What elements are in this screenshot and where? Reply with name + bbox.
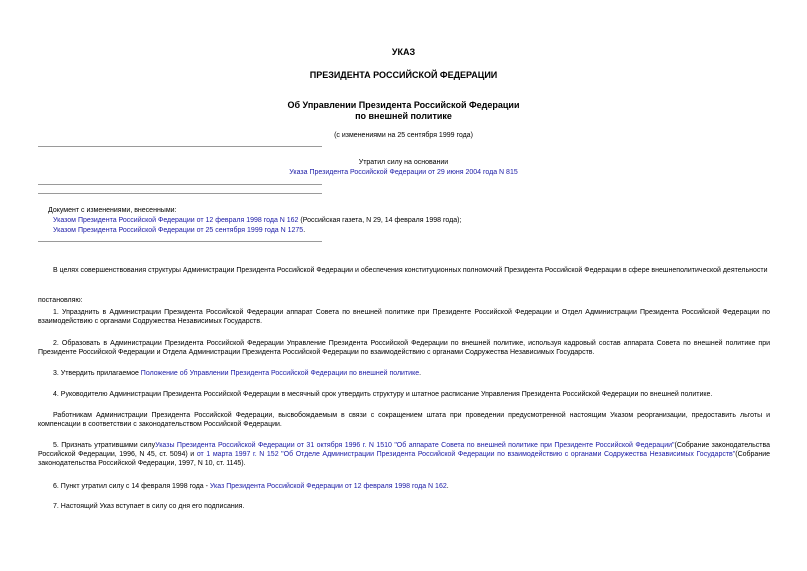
paragraph-6-text: 6. Пункт утратил силу с 14 февраля 1998 года - [53,483,210,490]
paragraph-1: 1. Упразднить в Администрации Президента Российской Федерации аппарат Совета по внешней политике при Президенте Российской Федерации и Отдел Администрации Президента Российской Федерации по взаимодействию с органами Содружества Независимых Государств. [38,309,770,325]
amendment-item-1 [53,216,773,225]
amendment-link-1[interactable]: Указом Президента Российской Федерации от 12 февраля 1998 года N 162 [53,217,299,224]
issuer-title: ПРЕЗИДЕНТА РОССИЙСКОЙ ФЕДЕРАЦИИ [309,70,498,80]
revision-note: (с изменениями на 25 сентября 1999 года) [334,132,473,139]
paragraph-3 [38,369,770,378]
paragraph-7: 7. Настоящий Указ вступает в силу со дня его подписания. [53,503,245,510]
paragraph-3-text: 3. Утвердить прилагаемое [53,370,141,377]
paragraph-5-text: 5. Признать утратившими силу [53,442,156,449]
amendment-item-2 [53,226,773,235]
amendment-source-2: . [303,227,306,234]
repealed-decree-link-2[interactable]: от 1 марта 1997 г. N 152 "Об Отделе Администрации Президента Российской Федерации по взаимодействию с органами Содружества Независимых Государств" [196,451,736,458]
decree-word: постановляю: [38,297,83,304]
preamble: В целях совершенствования структуры Администрации Президента Российской Федерации и обеспечения конституционных полномочий Президента Российской Федерации в сфере внешнеполитической деятельности [53,267,768,274]
paragraph-4-staff: Работникам Администрации Президента Российской Федерации, высвобождаемым в связи с сокращением штата при проведении предусмотренной настоящим Указом реорганизации, предоставить льготы и компенсации в соответствии с законодательством Российской Федерации. [38,412,770,428]
paragraph-4: 4. Руководителю Администрации Президента Российской Федерации в месячный срок утвердить структуру и штатное расписание Управления Президента Российской Федерации по внешней политике. [53,391,713,398]
paragraph-5 [38,441,770,468]
divider [38,184,322,185]
document-title-line2: по внешней политике [355,111,452,121]
paragraph-6 [38,482,770,491]
repeal-link[interactable]: Указа Президента Российской Федерации от 29 июня 2004 года N 815 [289,169,518,176]
paragraph-5-end: (Собрание законодательства Российской Федерации, 1997, N 10, ст. 1145). [38,451,770,467]
repealed-decree-link-1[interactable]: Указы Президента Российской Федерации от 31 октября 1996 г. N 1510 "Об аппарате Совета по внешней политике при Президенте Российской Федерации" [155,442,675,449]
repeal-link-row [0,168,807,177]
regulation-link[interactable]: Положение об Управлении Президента Российской Федерации по внешней политике [140,370,420,377]
amendments-intro: Документ с изменениями, внесенными: [48,207,177,214]
divider [38,193,322,194]
paragraph-2: 2. Образовать в Администрации Президента Российской Федерации Управление Президента Российской Федерации по внешней политике, используя кадровый состав аппарата Совета по внешней политике при Президенте Российской Федерации и Отдела Администрации Президента Российской Федерации по взаимодействию с органами Содружества Независимых Государств. [38,340,770,356]
amendment-link-2[interactable]: Указом Президента Российской Федерации от 25 сентября 1999 года N 1275 [53,227,304,234]
amendment-source-1: (Российская газета, N 29, 14 февраля 1998 года); [298,217,462,224]
amending-decree-link[interactable]: Указ Президента Российской Федерации от 12 февраля 1998 года N 162 [209,483,447,490]
paragraph-6-end: . [446,483,449,490]
document-title-line1: Об Управлении Президента Российской Федерации [287,100,520,110]
paragraph-3-end: . [419,370,422,377]
paragraph-5-mid: (Собрание законодательства Российской Федерации, 1996, N 45, ст. 5094) и [38,442,771,458]
divider [38,146,322,147]
divider [38,241,322,242]
repeal-text: Утратил силу на основании [358,159,449,166]
document-type: УКАЗ [391,47,416,57]
